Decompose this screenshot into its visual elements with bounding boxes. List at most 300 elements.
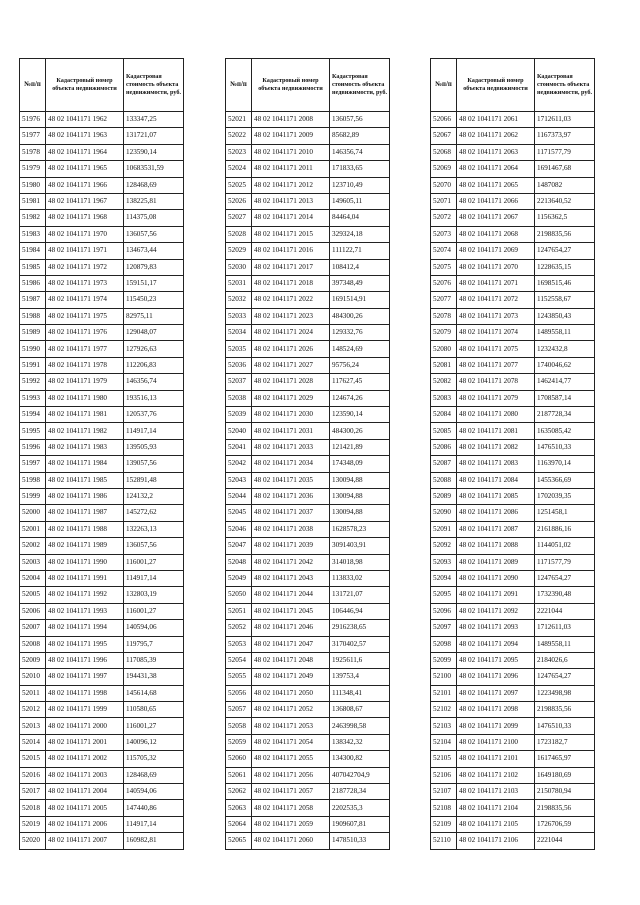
table-row bbox=[20, 193, 184, 209]
row-number-cell: 52019 bbox=[20, 816, 46, 832]
cadastral-number-cell: 48 02 1041171 2011 bbox=[252, 161, 330, 177]
cadastral-cost-cell: 121421,89 bbox=[330, 439, 390, 455]
table-row bbox=[20, 439, 184, 455]
row-number-cell: 52024 bbox=[226, 161, 252, 177]
table-row bbox=[431, 734, 595, 750]
cadastral-cost-cell: 1723182,7 bbox=[535, 734, 595, 750]
row-number-cell: 52044 bbox=[226, 488, 252, 504]
row-number-cell: 52095 bbox=[431, 587, 457, 603]
row-number-cell: 52016 bbox=[20, 767, 46, 783]
cadastral-table-3 bbox=[430, 58, 595, 850]
table-row bbox=[20, 341, 184, 357]
cadastral-number-cell: 48 02 1041171 2044 bbox=[252, 587, 330, 603]
cadastral-number-cell: 48 02 1041171 2039 bbox=[252, 538, 330, 554]
table-row bbox=[431, 587, 595, 603]
table-row bbox=[226, 259, 390, 275]
cadastral-number-cell: 48 02 1041171 2050 bbox=[252, 685, 330, 701]
row-number-cell: 51989 bbox=[20, 325, 46, 341]
cadastral-cost-cell: 10683531,59 bbox=[124, 161, 184, 177]
cadastral-number-cell: 48 02 1041171 2092 bbox=[457, 603, 535, 619]
cadastral-cost-cell: 1247654,27 bbox=[535, 243, 595, 259]
cadastral-number-cell: 48 02 1041171 1980 bbox=[46, 390, 124, 406]
row-number-cell: 52066 bbox=[431, 112, 457, 128]
cadastral-number-cell: 48 02 1041171 2065 bbox=[457, 177, 535, 193]
cadastral-number-cell: 48 02 1041171 2081 bbox=[457, 423, 535, 439]
table-row bbox=[431, 718, 595, 734]
cadastral-cost-cell: 2187728,34 bbox=[535, 407, 595, 423]
table-row bbox=[226, 636, 390, 652]
row-number-cell: 51980 bbox=[20, 177, 46, 193]
cadastral-number-cell: 48 02 1041171 2089 bbox=[457, 554, 535, 570]
cadastral-number-cell: 48 02 1041171 1972 bbox=[46, 259, 124, 275]
cadastral-number-cell: 48 02 1041171 2084 bbox=[457, 472, 535, 488]
row-number-cell: 52063 bbox=[226, 800, 252, 816]
header-cadastral-cost: Кадастровая стоимость объекта недвижимости, руб. bbox=[124, 59, 184, 112]
cadastral-number-cell: 48 02 1041171 2094 bbox=[457, 636, 535, 652]
table-row bbox=[226, 193, 390, 209]
cadastral-cost-cell: 1247654,27 bbox=[535, 570, 595, 586]
table-row bbox=[431, 669, 595, 685]
row-number-cell: 52032 bbox=[226, 292, 252, 308]
table-row bbox=[226, 226, 390, 242]
row-number-cell: 52018 bbox=[20, 800, 46, 816]
table-row bbox=[20, 702, 184, 718]
cadastral-cost-cell: 407042704,9 bbox=[330, 767, 390, 783]
row-number-cell: 52025 bbox=[226, 177, 252, 193]
row-number-cell: 52010 bbox=[20, 669, 46, 685]
cadastral-cost-cell: 160982,81 bbox=[124, 833, 184, 849]
cadastral-cost-cell: 112206,83 bbox=[124, 357, 184, 373]
table-row bbox=[431, 128, 595, 144]
cadastral-number-cell: 48 02 1041171 1967 bbox=[46, 193, 124, 209]
cadastral-cost-cell: 132803,19 bbox=[124, 587, 184, 603]
table-row bbox=[431, 685, 595, 701]
cadastral-cost-cell: 134300,82 bbox=[330, 751, 390, 767]
cadastral-number-cell: 48 02 1041171 2091 bbox=[457, 587, 535, 603]
cadastral-number-cell: 48 02 1041171 2037 bbox=[252, 505, 330, 521]
row-number-cell: 52053 bbox=[226, 636, 252, 652]
table-row bbox=[20, 456, 184, 472]
cadastral-number-cell: 48 02 1041171 2082 bbox=[457, 439, 535, 455]
cadastral-number-cell: 48 02 1041171 1983 bbox=[46, 439, 124, 455]
row-number-cell: 52027 bbox=[226, 210, 252, 226]
table-row bbox=[20, 423, 184, 439]
table-row bbox=[20, 390, 184, 406]
row-number-cell: 52073 bbox=[431, 226, 457, 242]
table-row bbox=[20, 325, 184, 341]
table-row bbox=[20, 259, 184, 275]
table-row bbox=[20, 374, 184, 390]
row-number-cell: 51993 bbox=[20, 390, 46, 406]
cadastral-cost-cell: 115705,32 bbox=[124, 751, 184, 767]
cadastral-number-cell: 48 02 1041171 1975 bbox=[46, 308, 124, 324]
cadastral-number-cell: 48 02 1041171 2102 bbox=[457, 767, 535, 783]
table-row bbox=[226, 669, 390, 685]
table-row bbox=[20, 407, 184, 423]
cadastral-number-cell: 48 02 1041171 2060 bbox=[252, 833, 330, 849]
cadastral-cost-cell: 127926,63 bbox=[124, 341, 184, 357]
table-row bbox=[226, 620, 390, 636]
table-row bbox=[20, 308, 184, 324]
cadastral-cost-cell: 1478510,33 bbox=[330, 833, 390, 849]
table-row bbox=[226, 374, 390, 390]
row-number-cell: 52075 bbox=[431, 259, 457, 275]
table-row bbox=[431, 193, 595, 209]
row-number-cell: 52108 bbox=[431, 800, 457, 816]
cadastral-cost-cell: 2202535,3 bbox=[330, 800, 390, 816]
cadastral-number-cell: 48 02 1041171 2022 bbox=[252, 292, 330, 308]
cadastral-cost-cell: 84464,04 bbox=[330, 210, 390, 226]
cadastral-cost-cell: 2184026,6 bbox=[535, 652, 595, 668]
row-number-cell: 52011 bbox=[20, 685, 46, 701]
cadastral-cost-cell: 130094,88 bbox=[330, 472, 390, 488]
row-number-cell: 52091 bbox=[431, 521, 457, 537]
cadastral-number-cell: 48 02 1041171 1995 bbox=[46, 636, 124, 652]
cadastral-cost-cell: 1223498,98 bbox=[535, 685, 595, 701]
table-row bbox=[431, 603, 595, 619]
table-row bbox=[226, 784, 390, 800]
cadastral-cost-cell: 82975,11 bbox=[124, 308, 184, 324]
cadastral-number-cell: 48 02 1041171 2027 bbox=[252, 357, 330, 373]
table-row bbox=[226, 439, 390, 455]
cadastral-cost-cell: 115450,23 bbox=[124, 292, 184, 308]
table-row bbox=[431, 325, 595, 341]
row-number-cell: 51988 bbox=[20, 308, 46, 324]
row-number-cell: 52043 bbox=[226, 472, 252, 488]
table-row bbox=[20, 161, 184, 177]
cadastral-cost-cell: 146356,74 bbox=[330, 144, 390, 160]
cadastral-cost-cell: 138225,81 bbox=[124, 193, 184, 209]
cadastral-number-cell: 48 02 1041171 2007 bbox=[46, 833, 124, 849]
table-row bbox=[226, 423, 390, 439]
table-row bbox=[431, 702, 595, 718]
cadastral-number-cell: 48 02 1041171 1977 bbox=[46, 341, 124, 357]
row-number-cell: 52107 bbox=[431, 784, 457, 800]
cadastral-number-cell: 48 02 1041171 2026 bbox=[252, 341, 330, 357]
cadastral-cost-cell: 1462414,77 bbox=[535, 374, 595, 390]
row-number-cell: 52094 bbox=[431, 570, 457, 586]
cadastral-cost-cell: 1476510,33 bbox=[535, 718, 595, 734]
table-row bbox=[431, 636, 595, 652]
table-row bbox=[226, 734, 390, 750]
cadastral-number-cell: 48 02 1041171 1963 bbox=[46, 128, 124, 144]
cadastral-number-cell: 48 02 1041171 1996 bbox=[46, 652, 124, 668]
table-row bbox=[226, 538, 390, 554]
row-number-cell: 52034 bbox=[226, 325, 252, 341]
table-row bbox=[20, 177, 184, 193]
cadastral-number-cell: 48 02 1041171 1986 bbox=[46, 488, 124, 504]
cadastral-cost-cell: 1163970,14 bbox=[535, 456, 595, 472]
table-row bbox=[226, 505, 390, 521]
cadastral-number-cell: 48 02 1041171 1990 bbox=[46, 554, 124, 570]
table-row bbox=[20, 112, 184, 128]
table-row bbox=[226, 702, 390, 718]
row-number-cell: 52013 bbox=[20, 718, 46, 734]
cadastral-number-cell: 48 02 1041171 2053 bbox=[252, 718, 330, 734]
row-number-cell: 52081 bbox=[431, 357, 457, 373]
cadastral-number-cell: 48 02 1041171 1971 bbox=[46, 243, 124, 259]
cadastral-number-cell: 48 02 1041171 2059 bbox=[252, 816, 330, 832]
cadastral-number-cell: 48 02 1041171 2010 bbox=[252, 144, 330, 160]
cadastral-cost-cell: 2187728,34 bbox=[330, 784, 390, 800]
table-row bbox=[20, 357, 184, 373]
cadastral-number-cell: 48 02 1041171 2048 bbox=[252, 652, 330, 668]
cadastral-number-cell: 48 02 1041171 2061 bbox=[457, 112, 535, 128]
row-number-cell: 51994 bbox=[20, 407, 46, 423]
row-number-cell: 52084 bbox=[431, 407, 457, 423]
table-row bbox=[226, 570, 390, 586]
table-row bbox=[431, 570, 595, 586]
row-number-cell: 52040 bbox=[226, 423, 252, 439]
table-row bbox=[431, 390, 595, 406]
table-row bbox=[226, 751, 390, 767]
cadastral-number-cell: 48 02 1041171 2057 bbox=[252, 784, 330, 800]
table-row bbox=[226, 275, 390, 291]
cadastral-number-cell: 48 02 1041171 2036 bbox=[252, 488, 330, 504]
row-number-cell: 52109 bbox=[431, 816, 457, 832]
cadastral-cost-cell: 193516,13 bbox=[124, 390, 184, 406]
cadastral-cost-cell: 113833,02 bbox=[330, 570, 390, 586]
table-row bbox=[20, 816, 184, 832]
table-row bbox=[431, 538, 595, 554]
cadastral-number-cell: 48 02 1041171 2100 bbox=[457, 734, 535, 750]
row-number-cell: 52104 bbox=[431, 734, 457, 750]
row-number-cell: 52057 bbox=[226, 702, 252, 718]
cadastral-cost-cell: 111348,41 bbox=[330, 685, 390, 701]
cadastral-cost-cell: 2198835,56 bbox=[535, 226, 595, 242]
cadastral-cost-cell: 1144051,02 bbox=[535, 538, 595, 554]
cadastral-cost-cell: 130094,88 bbox=[330, 505, 390, 521]
row-number-cell: 52062 bbox=[226, 784, 252, 800]
table-row bbox=[226, 308, 390, 324]
row-number-cell: 52049 bbox=[226, 570, 252, 586]
cadastral-cost-cell: 1628578,23 bbox=[330, 521, 390, 537]
row-number-cell: 52088 bbox=[431, 472, 457, 488]
table-row bbox=[20, 554, 184, 570]
row-number-cell: 52038 bbox=[226, 390, 252, 406]
table-row bbox=[431, 833, 595, 849]
row-number-cell: 52036 bbox=[226, 357, 252, 373]
row-number-cell: 52083 bbox=[431, 390, 457, 406]
table-row bbox=[226, 587, 390, 603]
cadastral-cost-cell: 128468,69 bbox=[124, 767, 184, 783]
row-number-cell: 51999 bbox=[20, 488, 46, 504]
cadastral-table-2 bbox=[225, 58, 390, 850]
cadastral-cost-cell: 1909607,81 bbox=[330, 816, 390, 832]
table-row bbox=[431, 521, 595, 537]
cadastral-cost-cell: 1712611,03 bbox=[535, 112, 595, 128]
cadastral-cost-cell: 2150780,94 bbox=[535, 784, 595, 800]
row-number-cell: 52093 bbox=[431, 554, 457, 570]
table-row bbox=[431, 439, 595, 455]
cadastral-cost-cell: 129048,07 bbox=[124, 325, 184, 341]
table-row bbox=[226, 554, 390, 570]
table-row bbox=[431, 456, 595, 472]
cadastral-table-1 bbox=[19, 58, 184, 850]
row-number-cell: 51985 bbox=[20, 259, 46, 275]
cadastral-number-cell: 48 02 1041171 2101 bbox=[457, 751, 535, 767]
cadastral-number-cell: 48 02 1041171 2012 bbox=[252, 177, 330, 193]
table-row bbox=[431, 144, 595, 160]
table-row bbox=[431, 243, 595, 259]
table-row bbox=[20, 784, 184, 800]
cadastral-cost-cell: 329324,18 bbox=[330, 226, 390, 242]
cadastral-cost-cell: 1455366,69 bbox=[535, 472, 595, 488]
table-row bbox=[20, 538, 184, 554]
cadastral-number-cell: 48 02 1041171 2077 bbox=[457, 357, 535, 373]
header-cadastral-cost: Кадастровая стоимость объекта недвижимости, руб. bbox=[330, 59, 390, 112]
table-row bbox=[20, 210, 184, 226]
cadastral-number-cell: 48 02 1041171 2088 bbox=[457, 538, 535, 554]
table-header-row bbox=[20, 59, 184, 112]
cadastral-number-cell: 48 02 1041171 2030 bbox=[252, 407, 330, 423]
row-number-cell: 52048 bbox=[226, 554, 252, 570]
table-row bbox=[431, 341, 595, 357]
cadastral-number-cell: 48 02 1041171 2080 bbox=[457, 407, 535, 423]
cadastral-number-cell: 48 02 1041171 2097 bbox=[457, 685, 535, 701]
row-number-cell: 52101 bbox=[431, 685, 457, 701]
table-row bbox=[226, 521, 390, 537]
table-row bbox=[20, 734, 184, 750]
cadastral-cost-cell: 147440,86 bbox=[124, 800, 184, 816]
cadastral-cost-cell: 145614,68 bbox=[124, 685, 184, 701]
row-number-cell: 52086 bbox=[431, 439, 457, 455]
cadastral-cost-cell: 159151,17 bbox=[124, 275, 184, 291]
cadastral-number-cell: 48 02 1041171 2066 bbox=[457, 193, 535, 209]
cadastral-number-cell: 48 02 1041171 2024 bbox=[252, 325, 330, 341]
cadastral-number-cell: 48 02 1041171 1964 bbox=[46, 144, 124, 160]
cadastral-number-cell: 48 02 1041171 2035 bbox=[252, 472, 330, 488]
row-number-cell: 51996 bbox=[20, 439, 46, 455]
row-number-cell: 52096 bbox=[431, 603, 457, 619]
table-row bbox=[226, 292, 390, 308]
row-number-cell: 51998 bbox=[20, 472, 46, 488]
cadastral-number-cell: 48 02 1041171 1979 bbox=[46, 374, 124, 390]
table-row bbox=[226, 357, 390, 373]
table-row bbox=[226, 767, 390, 783]
row-number-cell: 51986 bbox=[20, 275, 46, 291]
cadastral-cost-cell: 114917,14 bbox=[124, 816, 184, 832]
row-number-cell: 52039 bbox=[226, 407, 252, 423]
row-number-cell: 52051 bbox=[226, 603, 252, 619]
cadastral-number-cell: 48 02 1041171 2079 bbox=[457, 390, 535, 406]
row-number-cell: 51997 bbox=[20, 456, 46, 472]
row-number-cell: 52069 bbox=[431, 161, 457, 177]
table-row bbox=[226, 161, 390, 177]
row-number-cell: 52072 bbox=[431, 210, 457, 226]
cadastral-cost-cell: 95756,24 bbox=[330, 357, 390, 373]
cadastral-cost-cell: 1726706,59 bbox=[535, 816, 595, 832]
row-number-cell: 52087 bbox=[431, 456, 457, 472]
row-number-cell: 52085 bbox=[431, 423, 457, 439]
table-row bbox=[431, 177, 595, 193]
cadastral-cost-cell: 1925611,6 bbox=[330, 652, 390, 668]
row-number-cell: 52074 bbox=[431, 243, 457, 259]
row-number-cell: 52068 bbox=[431, 144, 457, 160]
row-number-cell: 51991 bbox=[20, 357, 46, 373]
cadastral-cost-cell: 2916238,65 bbox=[330, 620, 390, 636]
cadastral-cost-cell: 1247654,27 bbox=[535, 669, 595, 685]
cadastral-number-cell: 48 02 1041171 1976 bbox=[46, 325, 124, 341]
table-row bbox=[431, 423, 595, 439]
cadastral-number-cell: 48 02 1041171 1994 bbox=[46, 620, 124, 636]
cadastral-number-cell: 48 02 1041171 2074 bbox=[457, 325, 535, 341]
table-row bbox=[20, 243, 184, 259]
table-row bbox=[431, 407, 595, 423]
cadastral-number-cell: 48 02 1041171 2078 bbox=[457, 374, 535, 390]
table-row bbox=[431, 308, 595, 324]
cadastral-cost-cell: 1489558,11 bbox=[535, 325, 595, 341]
row-number-cell: 52037 bbox=[226, 374, 252, 390]
table-row bbox=[20, 488, 184, 504]
cadastral-number-cell: 48 02 1041171 1968 bbox=[46, 210, 124, 226]
cadastral-cost-cell: 1171577,79 bbox=[535, 554, 595, 570]
cadastral-cost-cell: 140594,06 bbox=[124, 784, 184, 800]
table-row bbox=[431, 161, 595, 177]
cadastral-cost-cell: 1243850,43 bbox=[535, 308, 595, 324]
header-cadastral-number: Кадастровый номер объекта недвижимости bbox=[46, 59, 124, 112]
row-number-cell: 51984 bbox=[20, 243, 46, 259]
row-number-cell: 52008 bbox=[20, 636, 46, 652]
row-number-cell: 52055 bbox=[226, 669, 252, 685]
table-row bbox=[226, 833, 390, 849]
table-row bbox=[20, 751, 184, 767]
table-row bbox=[431, 784, 595, 800]
cadastral-number-cell: 48 02 1041171 1992 bbox=[46, 587, 124, 603]
row-number-cell: 52033 bbox=[226, 308, 252, 324]
cadastral-number-cell: 48 02 1041171 2052 bbox=[252, 702, 330, 718]
table-row bbox=[20, 800, 184, 816]
cadastral-number-cell: 48 02 1041171 1985 bbox=[46, 472, 124, 488]
cadastral-number-cell: 48 02 1041171 2073 bbox=[457, 308, 535, 324]
cadastral-cost-cell: 148524,69 bbox=[330, 341, 390, 357]
table-row bbox=[226, 341, 390, 357]
table-row bbox=[20, 570, 184, 586]
row-number-cell: 52046 bbox=[226, 521, 252, 537]
cadastral-number-cell: 48 02 1041171 1984 bbox=[46, 456, 124, 472]
table-row bbox=[226, 243, 390, 259]
row-number-cell: 52052 bbox=[226, 620, 252, 636]
cadastral-cost-cell: 116001,27 bbox=[124, 718, 184, 734]
cadastral-cost-cell: 1691514,91 bbox=[330, 292, 390, 308]
cadastral-number-cell: 48 02 1041171 2023 bbox=[252, 308, 330, 324]
cadastral-number-cell: 48 02 1041171 2103 bbox=[457, 784, 535, 800]
row-number-cell: 52070 bbox=[431, 177, 457, 193]
cadastral-number-cell: 48 02 1041171 1974 bbox=[46, 292, 124, 308]
cadastral-cost-cell: 1167373,97 bbox=[535, 128, 595, 144]
header-cadastral-number: Кадастровый номер объекта недвижимости bbox=[252, 59, 330, 112]
row-number-cell: 51981 bbox=[20, 193, 46, 209]
table-row bbox=[226, 718, 390, 734]
row-number-cell: 51976 bbox=[20, 112, 46, 128]
table-row bbox=[20, 275, 184, 291]
row-number-cell: 52098 bbox=[431, 636, 457, 652]
row-number-cell: 52014 bbox=[20, 734, 46, 750]
cadastral-number-cell: 48 02 1041171 2033 bbox=[252, 439, 330, 455]
cadastral-cost-cell: 3170402,57 bbox=[330, 636, 390, 652]
cadastral-cost-cell: 114917,14 bbox=[124, 423, 184, 439]
cadastral-cost-cell: 2198835,56 bbox=[535, 800, 595, 816]
cadastral-number-cell: 48 02 1041171 2034 bbox=[252, 456, 330, 472]
cadastral-number-cell: 48 02 1041171 2045 bbox=[252, 603, 330, 619]
cadastral-number-cell: 48 02 1041171 2069 bbox=[457, 243, 535, 259]
cadastral-number-cell: 48 02 1041171 2015 bbox=[252, 226, 330, 242]
cadastral-cost-cell: 1489558,11 bbox=[535, 636, 595, 652]
row-number-cell: 52064 bbox=[226, 816, 252, 832]
row-number-cell: 52017 bbox=[20, 784, 46, 800]
table-row bbox=[431, 472, 595, 488]
table-row bbox=[20, 128, 184, 144]
